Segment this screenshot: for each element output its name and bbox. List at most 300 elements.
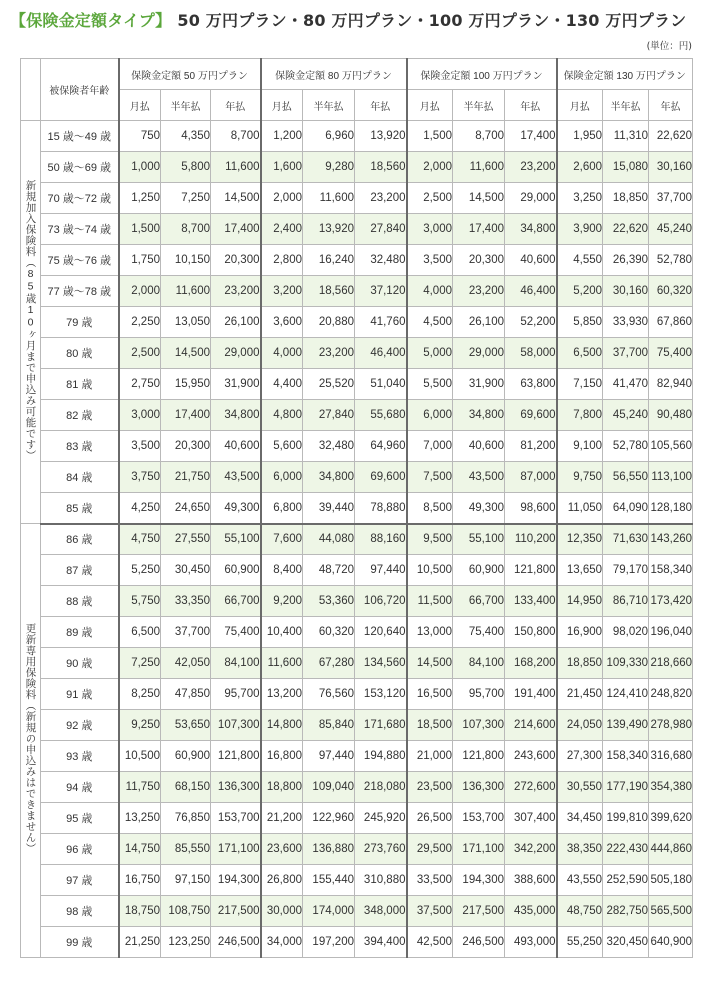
premium-cell: 109,330 (603, 648, 649, 679)
premium-cell: 136,300 (453, 772, 505, 803)
table-row (21, 772, 693, 803)
premium-cell: 2,500 (119, 338, 161, 369)
premium-cell: 90,480 (649, 400, 693, 431)
premium-cell: 75,400 (649, 338, 693, 369)
premium-cell: 171,100 (453, 834, 505, 865)
premium-cell: 4,250 (119, 493, 161, 524)
premium-cell: 4,550 (557, 245, 603, 276)
premium-cell: 1,500 (407, 121, 453, 152)
premium-cell: 23,200 (303, 338, 355, 369)
table-row (21, 741, 693, 772)
premium-cell: 20,300 (211, 245, 261, 276)
premium-cell: 9,500 (407, 524, 453, 555)
premium-cell: 29,000 (505, 183, 557, 214)
premium-cell: 29,000 (211, 338, 261, 369)
premium-cell: 1,950 (557, 121, 603, 152)
premium-cell: 1,250 (119, 183, 161, 214)
group-label-new: 新規加入保険料（85歳10ヶ月まで申込み可能です） (21, 121, 41, 524)
premium-cell: 69,600 (505, 400, 557, 431)
premium-cell: 27,300 (557, 741, 603, 772)
premium-cell: 14,750 (119, 834, 161, 865)
premium-cell: 139,490 (603, 710, 649, 741)
premium-cell: 13,000 (407, 617, 453, 648)
table-row (21, 307, 693, 338)
age-cell: 98 歳 (41, 896, 119, 927)
table-row (21, 245, 693, 276)
premium-cell: 82,940 (649, 369, 693, 400)
plan-header-100: 保険金定額 100 万円プラン (407, 59, 557, 90)
premium-cell: 121,800 (211, 741, 261, 772)
premium-cell: 18,850 (557, 648, 603, 679)
premium-cell: 21,750 (161, 462, 211, 493)
premium-cell: 155,440 (303, 865, 355, 896)
premium-cell: 171,100 (211, 834, 261, 865)
premium-cell: 307,400 (505, 803, 557, 834)
premium-cell: 5,800 (161, 152, 211, 183)
sub-header-semiannual: 半年払 (161, 90, 211, 121)
premium-cell: 158,340 (603, 741, 649, 772)
premium-cell: 76,850 (161, 803, 211, 834)
premium-cell: 5,200 (557, 276, 603, 307)
premium-cell: 52,200 (505, 307, 557, 338)
premium-cell: 40,600 (211, 431, 261, 462)
premium-cell: 49,300 (211, 493, 261, 524)
premium-cell: 16,500 (407, 679, 453, 710)
premium-cell: 95,700 (211, 679, 261, 710)
premium-cell: 121,800 (453, 741, 505, 772)
premium-cell: 1,000 (119, 152, 161, 183)
premium-cell: 399,620 (649, 803, 693, 834)
premium-cell: 11,310 (603, 121, 649, 152)
premium-cell: 46,400 (505, 276, 557, 307)
premium-cell: 60,320 (303, 617, 355, 648)
premium-cell: 354,380 (649, 772, 693, 803)
premium-cell: 20,880 (303, 307, 355, 338)
premium-cell: 168,200 (505, 648, 557, 679)
premium-cell: 750 (119, 121, 161, 152)
premium-cell: 222,430 (603, 834, 649, 865)
premium-cell: 18,850 (603, 183, 649, 214)
premium-cell: 34,800 (505, 214, 557, 245)
table-row (21, 834, 693, 865)
age-cell: 15 歳～49 歳 (41, 121, 119, 152)
premium-cell: 194,300 (453, 865, 505, 896)
premium-cell: 34,450 (557, 803, 603, 834)
premium-cell: 8,500 (407, 493, 453, 524)
premium-cell: 246,500 (211, 927, 261, 958)
age-cell: 91 歳 (41, 679, 119, 710)
premium-cell: 64,090 (603, 493, 649, 524)
premium-cell: 76,560 (303, 679, 355, 710)
premium-cell: 37,500 (407, 896, 453, 927)
premium-cell: 84,100 (211, 648, 261, 679)
table-row (21, 369, 693, 400)
page-title (10, 8, 686, 32)
sub-header-monthly: 月払 (557, 90, 603, 121)
table-row (21, 400, 693, 431)
sub-header-monthly: 月払 (261, 90, 303, 121)
premium-cell: 252,590 (603, 865, 649, 896)
age-cell: 86 歳 (41, 524, 119, 555)
premium-cell: 10,500 (407, 555, 453, 586)
premium-cell: 4,000 (261, 338, 303, 369)
premium-cell: 11,050 (557, 493, 603, 524)
premium-cell: 2,250 (119, 307, 161, 338)
premium-cell: 27,840 (355, 214, 407, 245)
table-row (21, 524, 693, 555)
premium-cell: 191,400 (505, 679, 557, 710)
premium-cell: 31,900 (211, 369, 261, 400)
table-row (21, 152, 693, 183)
premium-cell: 9,200 (261, 586, 303, 617)
premium-cell: 128,180 (649, 493, 693, 524)
age-cell: 96 歳 (41, 834, 119, 865)
premium-cell: 7,150 (557, 369, 603, 400)
premium-cell: 34,800 (303, 462, 355, 493)
premium-cell: 20,300 (453, 245, 505, 276)
premium-cell: 29,500 (407, 834, 453, 865)
premium-cell: 133,400 (505, 586, 557, 617)
premium-cell: 98,600 (505, 493, 557, 524)
premium-cell: 29,000 (453, 338, 505, 369)
premium-cell: 45,240 (603, 400, 649, 431)
premium-cell: 217,500 (453, 896, 505, 927)
premium-cell: 110,200 (505, 524, 557, 555)
premium-cell: 48,720 (303, 555, 355, 586)
table-row (21, 679, 693, 710)
premium-cell: 5,000 (407, 338, 453, 369)
premium-cell: 2,600 (557, 152, 603, 183)
premium-cell: 42,500 (407, 927, 453, 958)
premium-cell: 3,200 (261, 276, 303, 307)
premium-cell: 30,160 (603, 276, 649, 307)
premium-cell: 124,410 (603, 679, 649, 710)
premium-cell: 5,750 (119, 586, 161, 617)
age-cell: 79 歳 (41, 307, 119, 338)
premium-cell: 21,000 (407, 741, 453, 772)
premium-cell: 66,700 (211, 586, 261, 617)
premium-cell: 37,120 (355, 276, 407, 307)
premium-cell: 7,250 (119, 648, 161, 679)
age-cell: 90 歳 (41, 648, 119, 679)
premium-cell: 22,620 (649, 121, 693, 152)
premium-cell: 37,700 (649, 183, 693, 214)
premium-cell: 174,000 (303, 896, 355, 927)
premium-cell: 272,600 (505, 772, 557, 803)
premium-cell: 30,000 (261, 896, 303, 927)
premium-cell: 14,500 (453, 183, 505, 214)
premium-cell: 9,280 (303, 152, 355, 183)
premium-cell: 4,500 (407, 307, 453, 338)
premium-cell: 26,800 (261, 865, 303, 896)
premium-cell: 97,440 (355, 555, 407, 586)
premium-cell: 21,450 (557, 679, 603, 710)
premium-cell: 196,040 (649, 617, 693, 648)
premium-cell: 16,750 (119, 865, 161, 896)
premium-cell: 47,850 (161, 679, 211, 710)
table-row (21, 586, 693, 617)
premium-cell: 68,150 (161, 772, 211, 803)
sub-header-monthly: 月払 (407, 90, 453, 121)
premium-cell: 33,350 (161, 586, 211, 617)
table-row (21, 276, 693, 307)
premium-cell: 63,800 (505, 369, 557, 400)
table-row (21, 493, 693, 524)
premium-cell: 26,500 (407, 803, 453, 834)
table-row (21, 927, 693, 958)
table-row (21, 803, 693, 834)
premium-cell: 3,000 (407, 214, 453, 245)
premium-cell: 342,200 (505, 834, 557, 865)
premium-cell: 14,500 (407, 648, 453, 679)
premium-cell: 13,650 (557, 555, 603, 586)
premium-cell: 5,500 (407, 369, 453, 400)
premium-cell: 67,280 (303, 648, 355, 679)
premium-cell: 26,390 (603, 245, 649, 276)
age-cell: 77 歳～78 歳 (41, 276, 119, 307)
premium-cell: 16,900 (557, 617, 603, 648)
premium-cell: 136,300 (211, 772, 261, 803)
premium-cell: 113,100 (649, 462, 693, 493)
sub-header-annual: 年払 (505, 90, 557, 121)
premium-cell: 150,800 (505, 617, 557, 648)
premium-cell: 85,550 (161, 834, 211, 865)
premium-cell: 3,750 (119, 462, 161, 493)
premium-cell: 493,000 (505, 927, 557, 958)
premium-cell: 52,780 (649, 245, 693, 276)
plan-header-80: 保険金定額 80 万円プラン (261, 59, 407, 90)
premium-cell: 214,600 (505, 710, 557, 741)
premium-cell: 23,500 (407, 772, 453, 803)
premium-cell: 98,020 (603, 617, 649, 648)
title-plans: 50 万円プラン・80 万円プラン・100 万円プラン・130 万円プラン (177, 11, 687, 30)
premium-cell: 153,700 (211, 803, 261, 834)
premium-cell: 11,600 (261, 648, 303, 679)
plan-header-50: 保険金定額 50 万円プラン (119, 59, 261, 90)
premium-cell: 123,250 (161, 927, 211, 958)
premium-cell: 75,400 (453, 617, 505, 648)
premium-cell: 3,000 (119, 400, 161, 431)
plan-header-130: 保険金定額 130 万円プラン (557, 59, 693, 90)
premium-cell: 105,560 (649, 431, 693, 462)
premium-cell: 9,750 (557, 462, 603, 493)
premium-cell: 44,080 (303, 524, 355, 555)
premium-cell: 4,000 (407, 276, 453, 307)
premium-cell: 41,470 (603, 369, 649, 400)
premium-cell: 158,340 (649, 555, 693, 586)
premium-cell: 43,550 (557, 865, 603, 896)
age-cell: 94 歳 (41, 772, 119, 803)
premium-cell: 40,600 (505, 245, 557, 276)
header-blank (21, 59, 41, 121)
age-cell: 70 歳～72 歳 (41, 183, 119, 214)
premium-cell: 21,250 (119, 927, 161, 958)
premium-cell: 39,440 (303, 493, 355, 524)
premium-cell: 310,880 (355, 865, 407, 896)
premium-cell: 108,750 (161, 896, 211, 927)
premium-cell: 107,300 (211, 710, 261, 741)
premium-cell: 34,800 (211, 400, 261, 431)
premium-cell: 79,170 (603, 555, 649, 586)
premium-cell: 45,240 (649, 214, 693, 245)
premium-cell: 17,400 (505, 121, 557, 152)
premium-cell: 217,500 (211, 896, 261, 927)
premium-cell: 5,850 (557, 307, 603, 338)
premium-cell: 194,880 (355, 741, 407, 772)
premium-cell: 194,300 (211, 865, 261, 896)
premium-cell: 134,560 (355, 648, 407, 679)
premium-cell: 60,320 (649, 276, 693, 307)
premium-cell: 7,500 (407, 462, 453, 493)
premium-cell: 2,000 (261, 183, 303, 214)
premium-cell: 78,880 (355, 493, 407, 524)
premium-cell: 58,000 (505, 338, 557, 369)
premium-cell: 13,200 (261, 679, 303, 710)
premium-cell: 38,350 (557, 834, 603, 865)
premium-cell: 17,400 (161, 400, 211, 431)
premium-cell: 18,750 (119, 896, 161, 927)
premium-cell: 30,450 (161, 555, 211, 586)
premium-cell: 64,960 (355, 431, 407, 462)
premium-cell: 2,000 (407, 152, 453, 183)
premium-cell: 60,900 (211, 555, 261, 586)
premium-cell: 84,100 (453, 648, 505, 679)
premium-cell: 81,200 (505, 431, 557, 462)
premium-cell: 171,680 (355, 710, 407, 741)
premium-cell: 243,600 (505, 741, 557, 772)
premium-cell: 30,550 (557, 772, 603, 803)
premium-cell: 16,240 (303, 245, 355, 276)
premium-cell: 18,800 (261, 772, 303, 803)
sub-header-monthly: 月払 (119, 90, 161, 121)
age-cell: 87 歳 (41, 555, 119, 586)
age-cell: 83 歳 (41, 431, 119, 462)
premium-cell: 14,950 (557, 586, 603, 617)
premium-cell: 1,600 (261, 152, 303, 183)
premium-cell: 4,400 (261, 369, 303, 400)
premium-cell: 55,680 (355, 400, 407, 431)
premium-cell: 248,820 (649, 679, 693, 710)
premium-cell: 7,250 (161, 183, 211, 214)
premium-cell: 12,350 (557, 524, 603, 555)
premium-cell: 278,980 (649, 710, 693, 741)
premium-cell: 4,350 (161, 121, 211, 152)
premium-cell: 26,100 (211, 307, 261, 338)
premium-cell: 53,650 (161, 710, 211, 741)
premium-cell: 23,200 (355, 183, 407, 214)
premium-cell: 2,000 (119, 276, 161, 307)
premium-cell: 1,500 (119, 214, 161, 245)
table-row (21, 214, 693, 245)
premium-cell: 6,500 (119, 617, 161, 648)
table-row (21, 648, 693, 679)
premium-cell: 11,600 (303, 183, 355, 214)
premium-cell: 56,550 (603, 462, 649, 493)
sub-header-annual: 年払 (211, 90, 261, 121)
premium-cell: 16,800 (261, 741, 303, 772)
premium-cell: 245,920 (355, 803, 407, 834)
premium-cell: 5,250 (119, 555, 161, 586)
premium-cell: 8,700 (211, 121, 261, 152)
age-cell: 80 歳 (41, 338, 119, 369)
premium-cell: 67,860 (649, 307, 693, 338)
premium-cell: 218,660 (649, 648, 693, 679)
premium-cell: 246,500 (453, 927, 505, 958)
premium-table (20, 58, 693, 958)
premium-cell: 3,500 (119, 431, 161, 462)
age-cell: 99 歳 (41, 927, 119, 958)
age-cell: 73 歳～74 歳 (41, 214, 119, 245)
premium-cell: 85,840 (303, 710, 355, 741)
premium-cell: 8,400 (261, 555, 303, 586)
premium-cell: 3,500 (407, 245, 453, 276)
premium-cell: 197,200 (303, 927, 355, 958)
table-row (21, 896, 693, 927)
premium-cell: 109,040 (303, 772, 355, 803)
premium-cell: 8,250 (119, 679, 161, 710)
premium-cell: 565,500 (649, 896, 693, 927)
premium-cell: 122,960 (303, 803, 355, 834)
premium-cell: 143,260 (649, 524, 693, 555)
unit-label: (単位：円) (646, 41, 692, 52)
premium-cell: 37,700 (603, 338, 649, 369)
premium-cell: 7,000 (407, 431, 453, 462)
premium-cell: 23,200 (505, 152, 557, 183)
table-row (21, 431, 693, 462)
sub-header-row (21, 90, 693, 121)
premium-cell: 6,500 (557, 338, 603, 369)
premium-cell: 13,920 (355, 121, 407, 152)
premium-cell: 71,630 (603, 524, 649, 555)
premium-cell: 173,420 (649, 586, 693, 617)
premium-cell: 9,100 (557, 431, 603, 462)
premium-cell: 6,800 (261, 493, 303, 524)
premium-cell: 4,800 (261, 400, 303, 431)
premium-cell: 7,800 (557, 400, 603, 431)
premium-cell: 11,500 (407, 586, 453, 617)
premium-cell: 88,160 (355, 524, 407, 555)
premium-cell: 136,880 (303, 834, 355, 865)
premium-cell: 87,000 (505, 462, 557, 493)
table-row (21, 462, 693, 493)
age-header: 被保険者年齢 (41, 59, 119, 121)
premium-cell: 55,250 (557, 927, 603, 958)
premium-cell: 640,900 (649, 927, 693, 958)
premium-cell: 8,700 (161, 214, 211, 245)
premium-cell: 49,300 (453, 493, 505, 524)
premium-cell: 20,300 (161, 431, 211, 462)
premium-cell: 107,300 (453, 710, 505, 741)
premium-cell: 69,600 (355, 462, 407, 493)
premium-cell: 14,500 (161, 338, 211, 369)
premium-cell: 27,840 (303, 400, 355, 431)
premium-cell: 17,400 (211, 214, 261, 245)
premium-cell: 37,700 (161, 617, 211, 648)
premium-cell: 153,120 (355, 679, 407, 710)
premium-cell: 2,750 (119, 369, 161, 400)
premium-cell: 10,500 (119, 741, 161, 772)
age-cell: 84 歳 (41, 462, 119, 493)
premium-cell: 55,100 (453, 524, 505, 555)
premium-cell: 120,640 (355, 617, 407, 648)
age-cell: 81 歳 (41, 369, 119, 400)
age-cell: 97 歳 (41, 865, 119, 896)
premium-cell: 3,250 (557, 183, 603, 214)
premium-cell: 316,680 (649, 741, 693, 772)
premium-cell: 3,600 (261, 307, 303, 338)
premium-cell: 348,000 (355, 896, 407, 927)
premium-cell: 10,150 (161, 245, 211, 276)
